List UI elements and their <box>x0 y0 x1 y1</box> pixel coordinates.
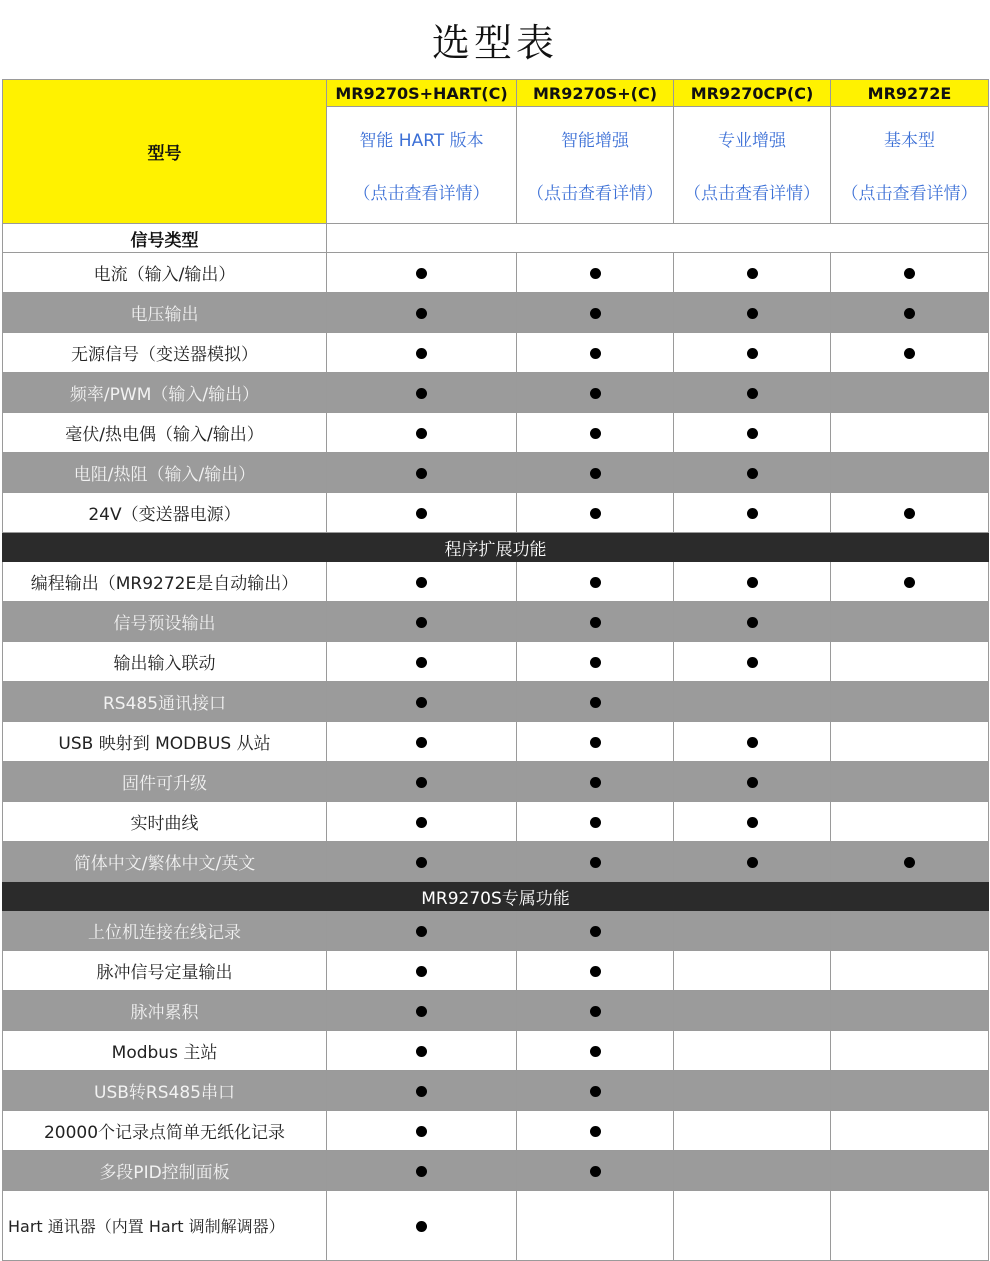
support-cell <box>327 333 517 373</box>
supported-dot-icon <box>416 1006 427 1017</box>
support-cell <box>517 253 674 293</box>
supported-dot-icon <box>416 817 427 828</box>
feature-label: 电流（输入/输出） <box>3 253 327 293</box>
view-details-link[interactable]: （点击查看详情） <box>353 184 490 204</box>
support-cell <box>831 991 989 1031</box>
support-cell <box>831 802 989 842</box>
support-cell <box>327 602 517 642</box>
support-cell <box>327 682 517 722</box>
feature-label: 频率/PWM（输入/输出） <box>3 373 327 413</box>
support-cell <box>831 253 989 293</box>
table-row <box>3 1071 989 1111</box>
support-cell <box>831 562 989 602</box>
support-cell <box>674 373 831 413</box>
support-cell <box>831 293 989 333</box>
support-cell <box>674 1111 831 1151</box>
supported-dot-icon <box>416 1166 427 1177</box>
feature-label: 固件可升级 <box>3 762 327 802</box>
supported-dot-icon <box>416 388 427 399</box>
table-row <box>3 802 989 842</box>
model-type-link[interactable]: 专业增强 <box>718 131 786 151</box>
support-cell <box>517 333 674 373</box>
support-cell <box>327 951 517 991</box>
supported-dot-icon <box>590 1006 601 1017</box>
support-cell <box>327 253 517 293</box>
model-link-cell[interactable] <box>517 107 674 224</box>
support-cell <box>517 562 674 602</box>
support-cell <box>517 682 674 722</box>
support-cell <box>327 1071 517 1111</box>
feature-label: 编程输出（MR9272E是自动输出） <box>3 562 327 602</box>
support-cell <box>517 373 674 413</box>
feature-label: Hart 通讯器（内置 Hart 调制解调器） <box>3 1191 327 1261</box>
feature-label: 电阻/热阻（输入/输出） <box>3 453 327 493</box>
supported-dot-icon <box>416 966 427 977</box>
support-cell <box>831 602 989 642</box>
support-cell <box>674 1031 831 1071</box>
supported-dot-icon <box>416 617 427 628</box>
support-cell <box>831 1031 989 1071</box>
support-cell <box>674 682 831 722</box>
support-cell <box>517 1151 674 1191</box>
feature-label: RS485通讯接口 <box>3 682 327 722</box>
support-cell <box>831 333 989 373</box>
table-row <box>3 453 989 493</box>
supported-dot-icon <box>747 428 758 439</box>
table-row <box>3 1151 989 1191</box>
support-cell <box>327 911 517 951</box>
support-cell <box>327 373 517 413</box>
model-link-cell[interactable] <box>327 107 517 224</box>
feature-label: USB转RS485串口 <box>3 1071 327 1111</box>
supported-dot-icon <box>416 308 427 319</box>
support-cell <box>831 722 989 762</box>
table-row <box>3 562 989 602</box>
supported-dot-icon <box>904 857 915 868</box>
support-cell <box>674 562 831 602</box>
support-cell <box>674 293 831 333</box>
table-row <box>3 1111 989 1151</box>
support-cell <box>327 991 517 1031</box>
support-cell <box>327 453 517 493</box>
model-name: MR9270S+HART(C) <box>335 83 508 103</box>
supported-dot-icon <box>590 1046 601 1057</box>
model-link-cell[interactable] <box>831 107 989 224</box>
supported-dot-icon <box>416 468 427 479</box>
support-cell <box>831 911 989 951</box>
support-cell <box>327 293 517 333</box>
support-cell <box>674 413 831 453</box>
table-row <box>3 762 989 802</box>
table-row <box>3 722 989 762</box>
support-cell <box>517 293 674 333</box>
model-name-cell <box>517 80 674 107</box>
table-row <box>3 1031 989 1071</box>
feature-label: 毫伏/热电偶（输入/输出） <box>3 413 327 453</box>
table-row <box>3 293 989 333</box>
table-row <box>3 842 989 882</box>
support-cell <box>327 802 517 842</box>
model-type-link[interactable]: 基本型 <box>884 131 935 151</box>
supported-dot-icon <box>590 657 601 668</box>
support-cell <box>517 762 674 802</box>
view-details-link[interactable]: （点击查看详情） <box>841 184 978 204</box>
support-cell <box>517 493 674 533</box>
supported-dot-icon <box>416 268 427 279</box>
support-cell <box>831 453 989 493</box>
support-cell <box>831 1071 989 1111</box>
selection-table <box>2 79 989 1261</box>
supported-dot-icon <box>747 777 758 788</box>
supported-dot-icon <box>416 1221 427 1232</box>
supported-dot-icon <box>747 468 758 479</box>
supported-dot-icon <box>590 308 601 319</box>
supported-dot-icon <box>747 388 758 399</box>
supported-dot-icon <box>904 308 915 319</box>
support-cell <box>517 911 674 951</box>
model-name-cell <box>327 80 517 107</box>
support-cell <box>831 1191 989 1261</box>
supported-dot-icon <box>747 657 758 668</box>
model-name: MR9270CP(C) <box>690 83 814 103</box>
support-cell <box>517 1191 674 1261</box>
model-name-cell <box>674 80 831 107</box>
table-row <box>3 682 989 722</box>
support-cell <box>831 951 989 991</box>
support-cell <box>674 1191 831 1261</box>
supported-dot-icon <box>747 308 758 319</box>
supported-dot-icon <box>747 508 758 519</box>
support-cell <box>517 642 674 682</box>
support-cell <box>674 911 831 951</box>
support-cell <box>327 1111 517 1151</box>
table-row <box>3 951 989 991</box>
supported-dot-icon <box>416 926 427 937</box>
model-header-cell <box>3 80 327 224</box>
section-label: 信号类型 <box>130 230 199 251</box>
support-cell <box>674 802 831 842</box>
table-row <box>3 602 989 642</box>
supported-dot-icon <box>590 857 601 868</box>
supported-dot-icon <box>590 777 601 788</box>
supported-dot-icon <box>747 737 758 748</box>
support-cell <box>517 453 674 493</box>
section-band-label: MR9270S专属功能 <box>3 882 989 911</box>
support-cell <box>674 253 831 293</box>
supported-dot-icon <box>590 468 601 479</box>
support-cell <box>831 642 989 682</box>
support-cell <box>517 951 674 991</box>
support-cell <box>517 602 674 642</box>
feature-label: 上位机连接在线记录 <box>3 911 327 951</box>
supported-dot-icon <box>416 1126 427 1137</box>
feature-label: 脉冲信号定量输出 <box>3 951 327 991</box>
supported-dot-icon <box>747 817 758 828</box>
support-cell <box>831 762 989 802</box>
supported-dot-icon <box>416 657 427 668</box>
support-cell <box>674 333 831 373</box>
support-cell <box>674 842 831 882</box>
supported-dot-icon <box>904 577 915 588</box>
supported-dot-icon <box>590 1166 601 1177</box>
support-cell <box>517 1111 674 1151</box>
support-cell <box>674 951 831 991</box>
feature-label: Modbus 主站 <box>3 1031 327 1071</box>
table-row <box>3 911 989 951</box>
support-cell <box>327 1151 517 1191</box>
table-row <box>3 373 989 413</box>
supported-dot-icon <box>590 577 601 588</box>
support-cell <box>327 413 517 453</box>
table-row <box>3 413 989 453</box>
model-name: MR9272E <box>867 83 952 103</box>
section-band <box>3 533 989 562</box>
supported-dot-icon <box>416 348 427 359</box>
support-cell <box>327 493 517 533</box>
supported-dot-icon <box>904 268 915 279</box>
table-row <box>3 333 989 373</box>
table-row <box>3 991 989 1031</box>
supported-dot-icon <box>590 428 601 439</box>
table-row <box>3 1191 989 1261</box>
support-cell <box>831 493 989 533</box>
supported-dot-icon <box>416 777 427 788</box>
support-cell <box>831 842 989 882</box>
supported-dot-icon <box>590 817 601 828</box>
feature-label: 脉冲累积 <box>3 991 327 1031</box>
support-cell <box>674 493 831 533</box>
feature-label: 实时曲线 <box>3 802 327 842</box>
supported-dot-icon <box>590 966 601 977</box>
supported-dot-icon <box>590 697 601 708</box>
support-cell <box>517 802 674 842</box>
support-cell <box>517 842 674 882</box>
feature-label: USB 映射到 MODBUS 从站 <box>3 722 327 762</box>
feature-label: 多段PID控制面板 <box>3 1151 327 1191</box>
supported-dot-icon <box>590 737 601 748</box>
supported-dot-icon <box>416 428 427 439</box>
view-details-link[interactable]: （点击查看详情） <box>684 184 820 204</box>
support-cell <box>674 453 831 493</box>
supported-dot-icon <box>590 1126 601 1137</box>
supported-dot-icon <box>590 1086 601 1097</box>
supported-dot-icon <box>904 348 915 359</box>
supported-dot-icon <box>416 1086 427 1097</box>
support-cell <box>327 1031 517 1071</box>
feature-label: 24V（变送器电源） <box>3 493 327 533</box>
supported-dot-icon <box>590 926 601 937</box>
support-cell <box>517 991 674 1031</box>
supported-dot-icon <box>416 737 427 748</box>
feature-label: 输出输入联动 <box>3 642 327 682</box>
supported-dot-icon <box>590 508 601 519</box>
supported-dot-icon <box>747 577 758 588</box>
section-band <box>3 882 989 911</box>
support-cell <box>831 413 989 453</box>
table-row <box>3 493 989 533</box>
supported-dot-icon <box>416 1046 427 1057</box>
support-cell <box>517 1071 674 1111</box>
page-title: 选型表 <box>431 20 558 65</box>
section-spacer <box>327 224 989 253</box>
model-name-cell <box>831 80 989 107</box>
support-cell <box>831 373 989 413</box>
support-cell <box>327 562 517 602</box>
support-cell <box>674 602 831 642</box>
support-cell <box>327 762 517 802</box>
supported-dot-icon <box>416 577 427 588</box>
supported-dot-icon <box>904 508 915 519</box>
model-link-cell[interactable] <box>674 107 831 224</box>
feature-label: 简体中文/繁体中文/英文 <box>3 842 327 882</box>
table-row <box>3 642 989 682</box>
supported-dot-icon <box>590 268 601 279</box>
feature-label: 信号预设输出 <box>3 602 327 642</box>
model-name: MR9270S+(C) <box>532 83 658 103</box>
supported-dot-icon <box>590 388 601 399</box>
model-label: 型号 <box>147 144 182 164</box>
supported-dot-icon <box>747 348 758 359</box>
support-cell <box>327 842 517 882</box>
support-cell <box>327 1191 517 1261</box>
support-cell <box>831 1151 989 1191</box>
view-details-link[interactable]: （点击查看详情） <box>527 184 663 204</box>
supported-dot-icon <box>747 857 758 868</box>
table-row <box>3 253 989 293</box>
supported-dot-icon <box>416 857 427 868</box>
supported-dot-icon <box>590 348 601 359</box>
support-cell <box>517 1031 674 1071</box>
support-cell <box>517 413 674 453</box>
support-cell <box>674 991 831 1031</box>
support-cell <box>674 642 831 682</box>
supported-dot-icon <box>747 617 758 628</box>
feature-label: 电压输出 <box>3 293 327 333</box>
model-type-link[interactable]: 智能增强 <box>561 131 629 151</box>
supported-dot-icon <box>590 617 601 628</box>
support-cell <box>327 722 517 762</box>
support-cell <box>674 722 831 762</box>
section-signal-type <box>3 224 327 253</box>
support-cell <box>517 722 674 762</box>
feature-label: 无源信号（变送器模拟） <box>3 333 327 373</box>
model-type-link[interactable]: 智能 HART 版本 <box>359 131 484 151</box>
section-band-label: 程序扩展功能 <box>3 533 989 562</box>
support-cell <box>831 1111 989 1151</box>
support-cell <box>831 682 989 722</box>
supported-dot-icon <box>416 697 427 708</box>
support-cell <box>327 642 517 682</box>
support-cell <box>674 1071 831 1111</box>
supported-dot-icon <box>416 508 427 519</box>
feature-label: 20000个记录点简单无纸化记录 <box>3 1111 327 1151</box>
supported-dot-icon <box>747 268 758 279</box>
support-cell <box>674 1151 831 1191</box>
support-cell <box>674 762 831 802</box>
